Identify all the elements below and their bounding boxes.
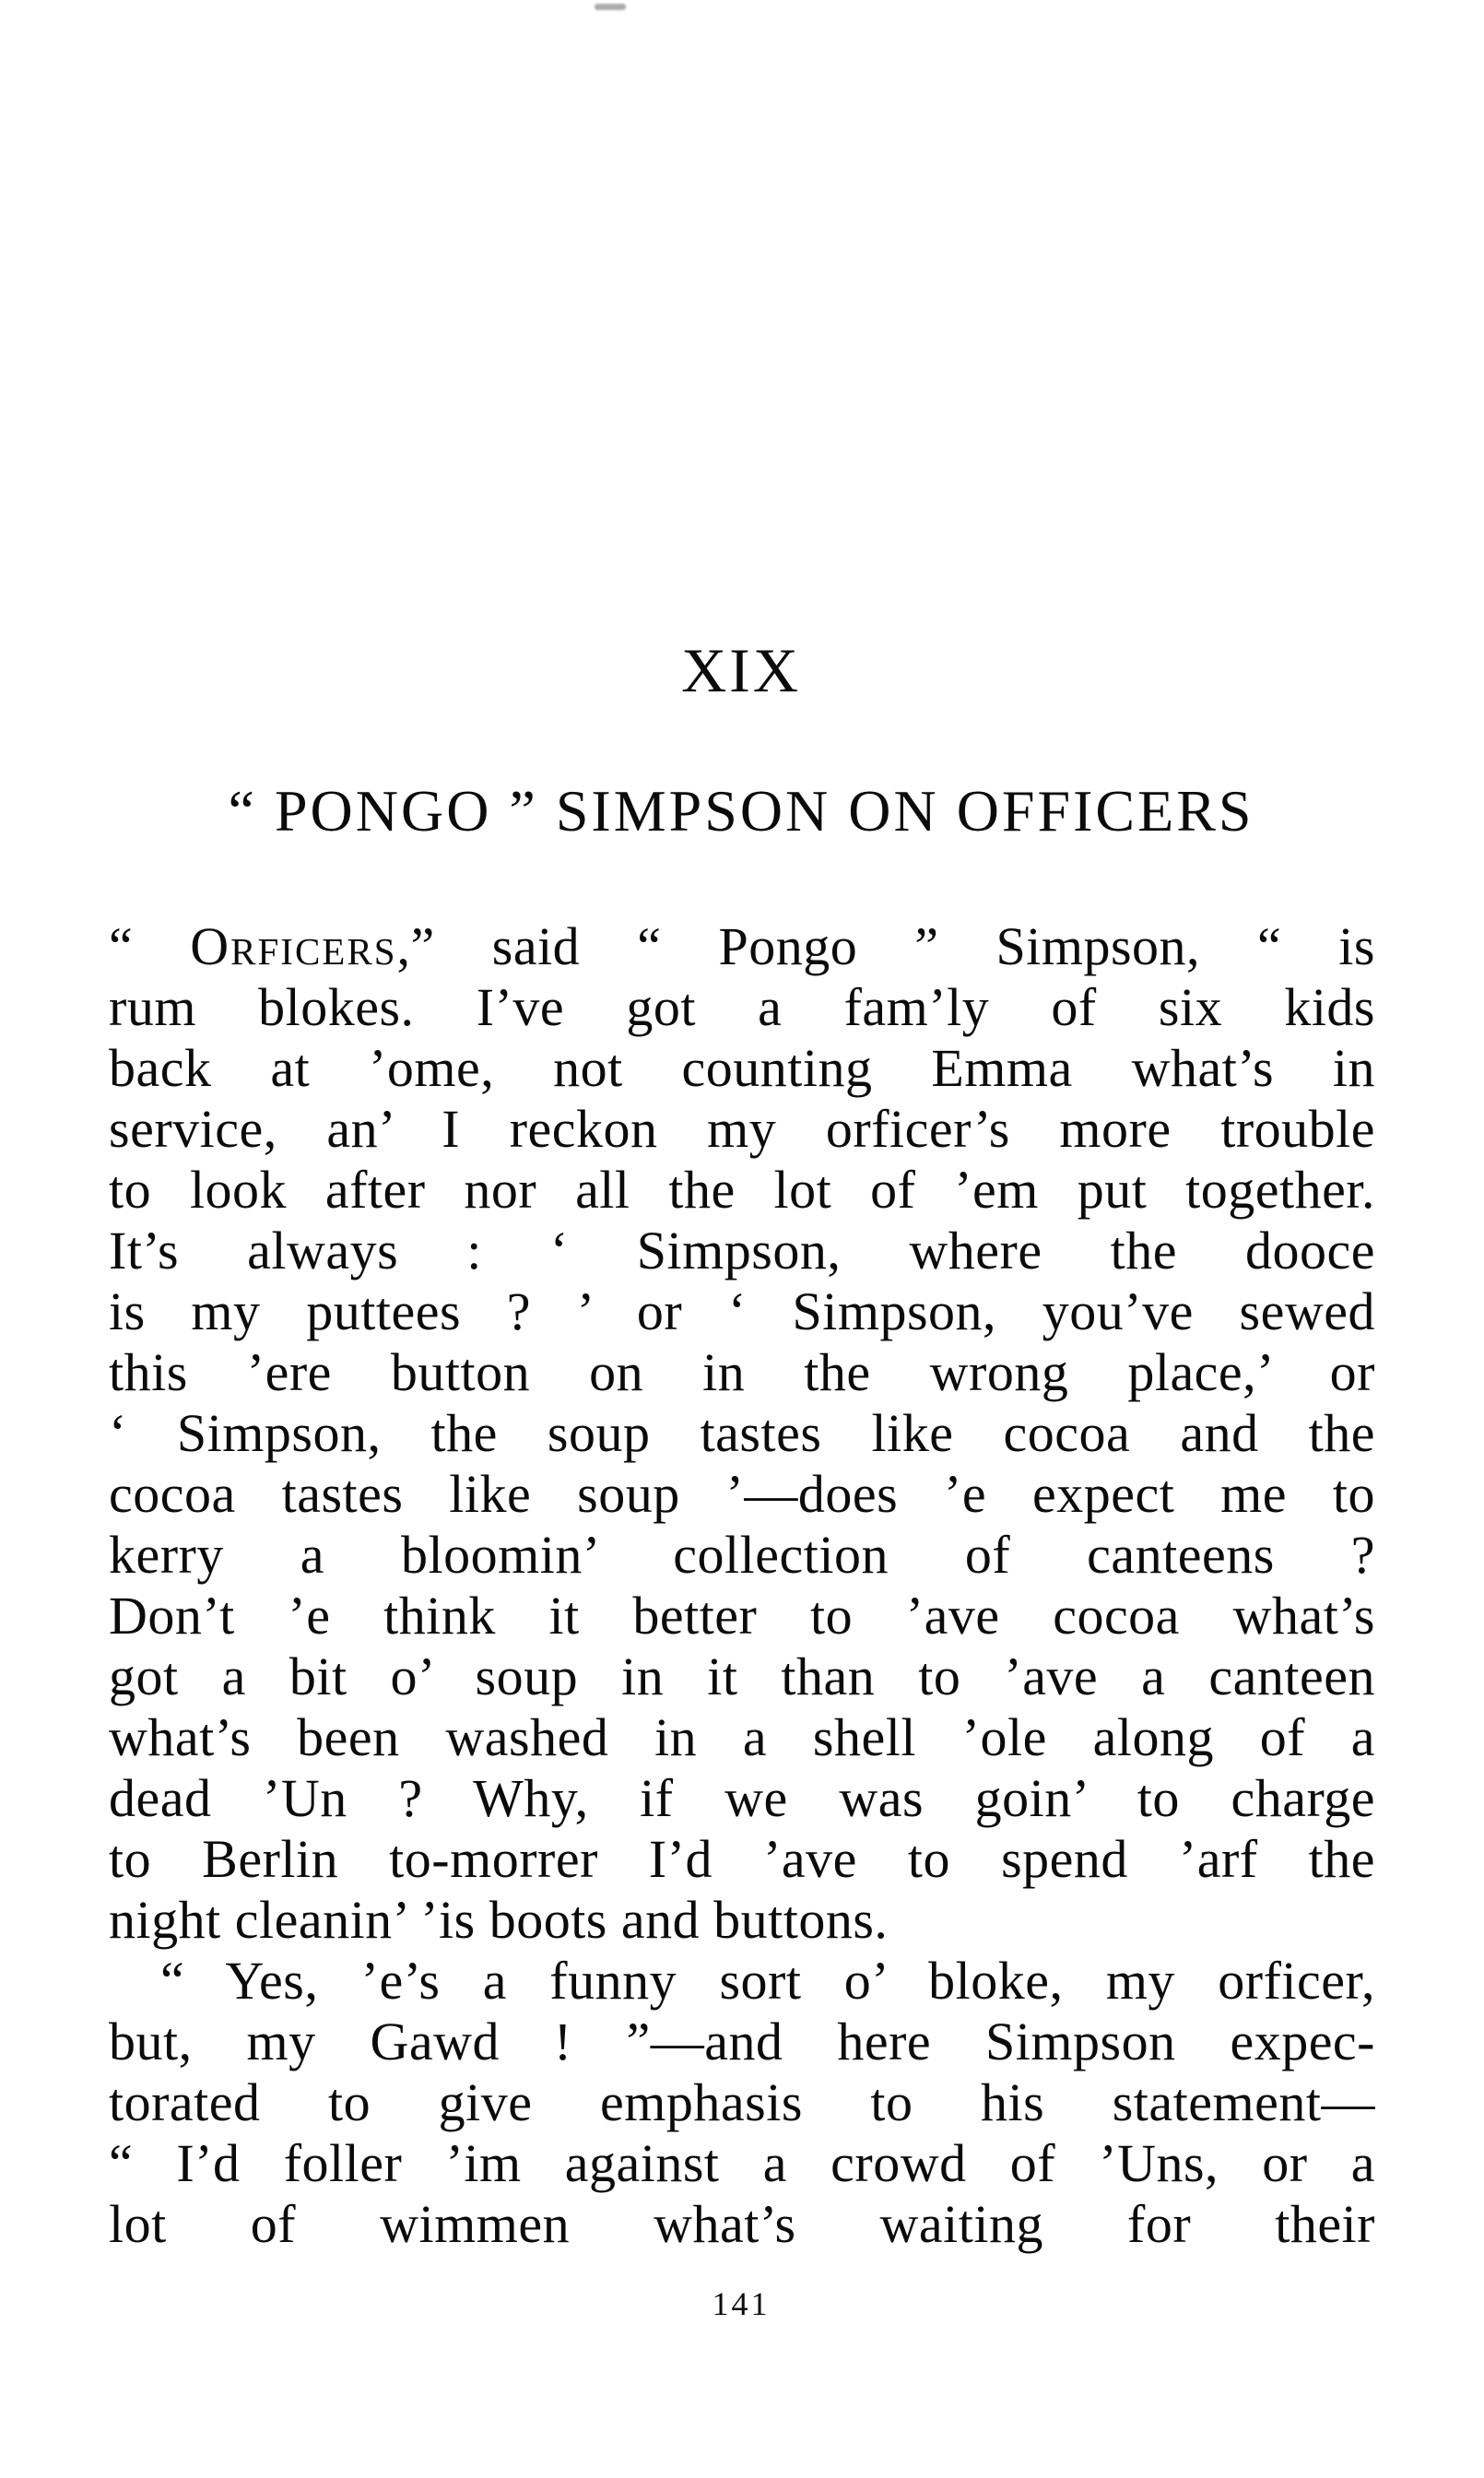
text-line: but, my Gawd ! ”—and here Simpson expec- (109, 2012, 1375, 2071)
text-line: It’s always : ‘ Simpson, where the dooce (109, 1221, 1375, 1280)
text-line: kerry a bloomin’ collection of canteens ? (109, 1525, 1375, 1585)
text-line: got a bit o’ soup in it than to ’ave a canteen (109, 1646, 1375, 1706)
text-line: dead ’Un ? Why, if we was goin’ to charge (109, 1768, 1375, 1828)
text-line: lot of wimmen what’s waiting for their (109, 2194, 1375, 2254)
page-number: 141 (712, 2285, 771, 2322)
ink-smudge (595, 4, 626, 10)
line-remainder: ,” said “ Pongo ” Simpson, “ is (396, 916, 1375, 976)
text-line: “ Yes, ’e’s a funny sort o’ bloke, my orficer, (160, 1951, 1375, 2011)
smallcaps-word: Orficers (190, 916, 397, 976)
text-line (109, 916, 1375, 977)
text-line: back at ’ome, not counting Emma what’s in (109, 1038, 1375, 1098)
text-line: torated to give emphasis to his statement— (109, 2072, 1375, 2132)
text-line: is my puttees ? ’ or ‘ Simpson, you’ve sewed (109, 1281, 1375, 1341)
text-line: this ’ere button on in the wrong place,’ or (109, 1342, 1375, 1402)
text-line: ‘ Simpson, the soup tastes like cocoa and the (109, 1403, 1375, 1463)
text-line: to look after nor all the lot of ’em put together. (109, 1160, 1375, 1220)
text-line: cocoa tastes like soup ’—does ’e expect me to (109, 1464, 1375, 1524)
text-line: Don’t ’e think it better to ’ave cocoa what’s (109, 1586, 1375, 1646)
chapter-title: “ PONGO ” SIMPSON ON OFFICERS (228, 778, 1254, 844)
text-line: what’s been washed in a shell ’ole along of a (109, 1707, 1375, 1767)
text-line: rum blokes. I’ve got a fam’ly of six kids (109, 977, 1375, 1037)
text-line: service, an’ I reckon my orficer’s more trouble (109, 1099, 1375, 1159)
chapter-number: XIX (681, 635, 801, 705)
text-line: to Berlin to-morrer I’d ’ave to spend ’arf the (109, 1829, 1375, 1889)
opening-quote: “ (109, 916, 191, 976)
text-line: night cleanin’ ’is boots and buttons. (109, 1890, 889, 1950)
body-text (109, 916, 1375, 2255)
text-line: “ I’d foller ’im against a crowd of ’Uns, or a (109, 2133, 1375, 2193)
